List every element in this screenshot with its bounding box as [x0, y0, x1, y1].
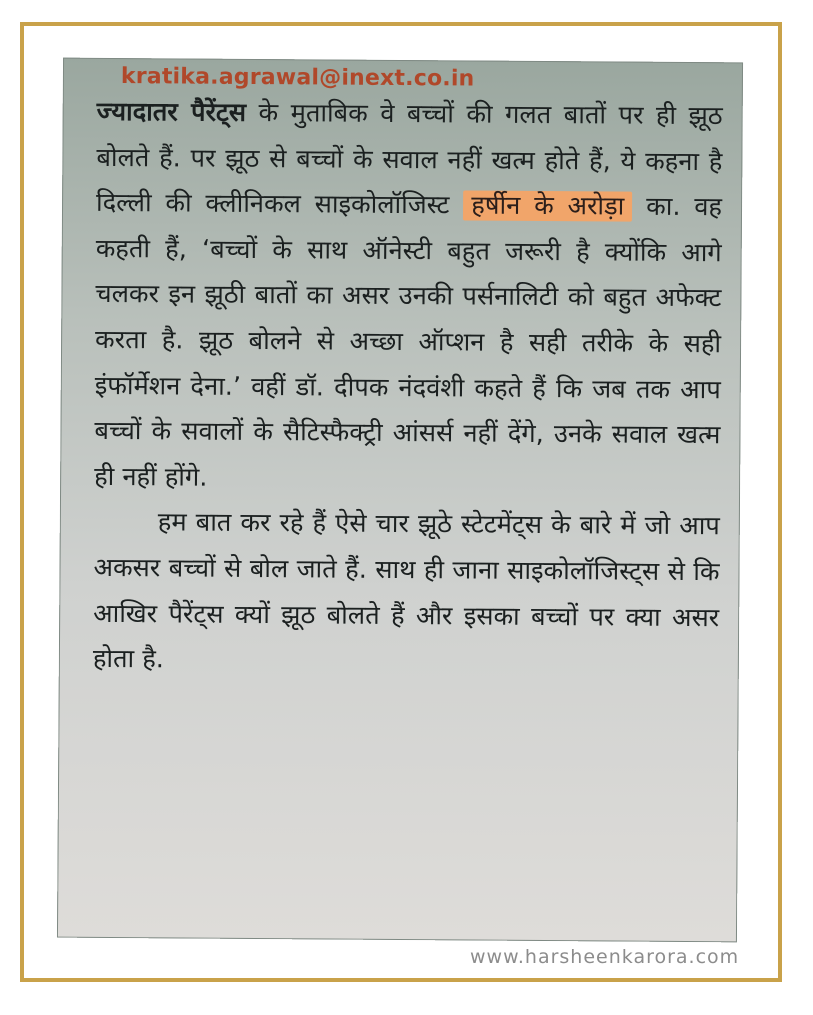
highlighted-name: हर्षीन के अरोड़ा: [463, 191, 632, 222]
website-url: www.harsheenkarora.com: [470, 946, 740, 968]
paragraph-1-lead: ज्यादातर पैरेंट्स: [96, 96, 247, 128]
paragraph-2: हम बात कर रहे हैं ऐसे चार झूठे स्टेटमेंट्स के बारे में जो आप अकसर बच्चों से बोल जाते हैं. साथ ही जाना साइकोलॉजिस्ट्स से कि आखिर पैरेंट्स क्यों झूठ बोलते हैं और इसका बच्चों पर क्या असर होता है.: [92, 507, 720, 675]
author-email: kratika.agrawal@inext.co.in: [120, 64, 475, 92]
paragraph-1-part-a: के मुताबिक वे बच्चों की गलत बातों पर ही झूठ बोलते हैं. पर झूठ से बच्चों के सवाल नहीं खत्म होते हैं, ये कहना है दिल्ली की क्लीनिकल साइकोलॉजिस्ट: [95, 97, 723, 221]
paragraph-1: [94, 90, 723, 505]
paragraph-1-part-b: का. वह कहती हैं, ‘बच्चों के साथ ऑनेस्टी बहुत जरूरी है क्योंकि आगे चलकर इन झूठी बातों का असर उनकी पर्सनालिटी को बहुत अफेक्ट करता है. झूठ बोलने से अच्छा ऑप्शन है सही तरीके के सही इंफॉर्मेशन देना.’ वहीं डॉ. दीपक नंदवंशी कहते हैं कि जब तक आप बच्चों के सवालों के सैटिस्फैक्ट्री आंसर्स नहीं देंगे, उनके सवाल खत्म ही नहीं होंगे.: [94, 191, 723, 493]
newspaper-clipping: [57, 58, 743, 943]
article-body: [93, 90, 723, 687]
